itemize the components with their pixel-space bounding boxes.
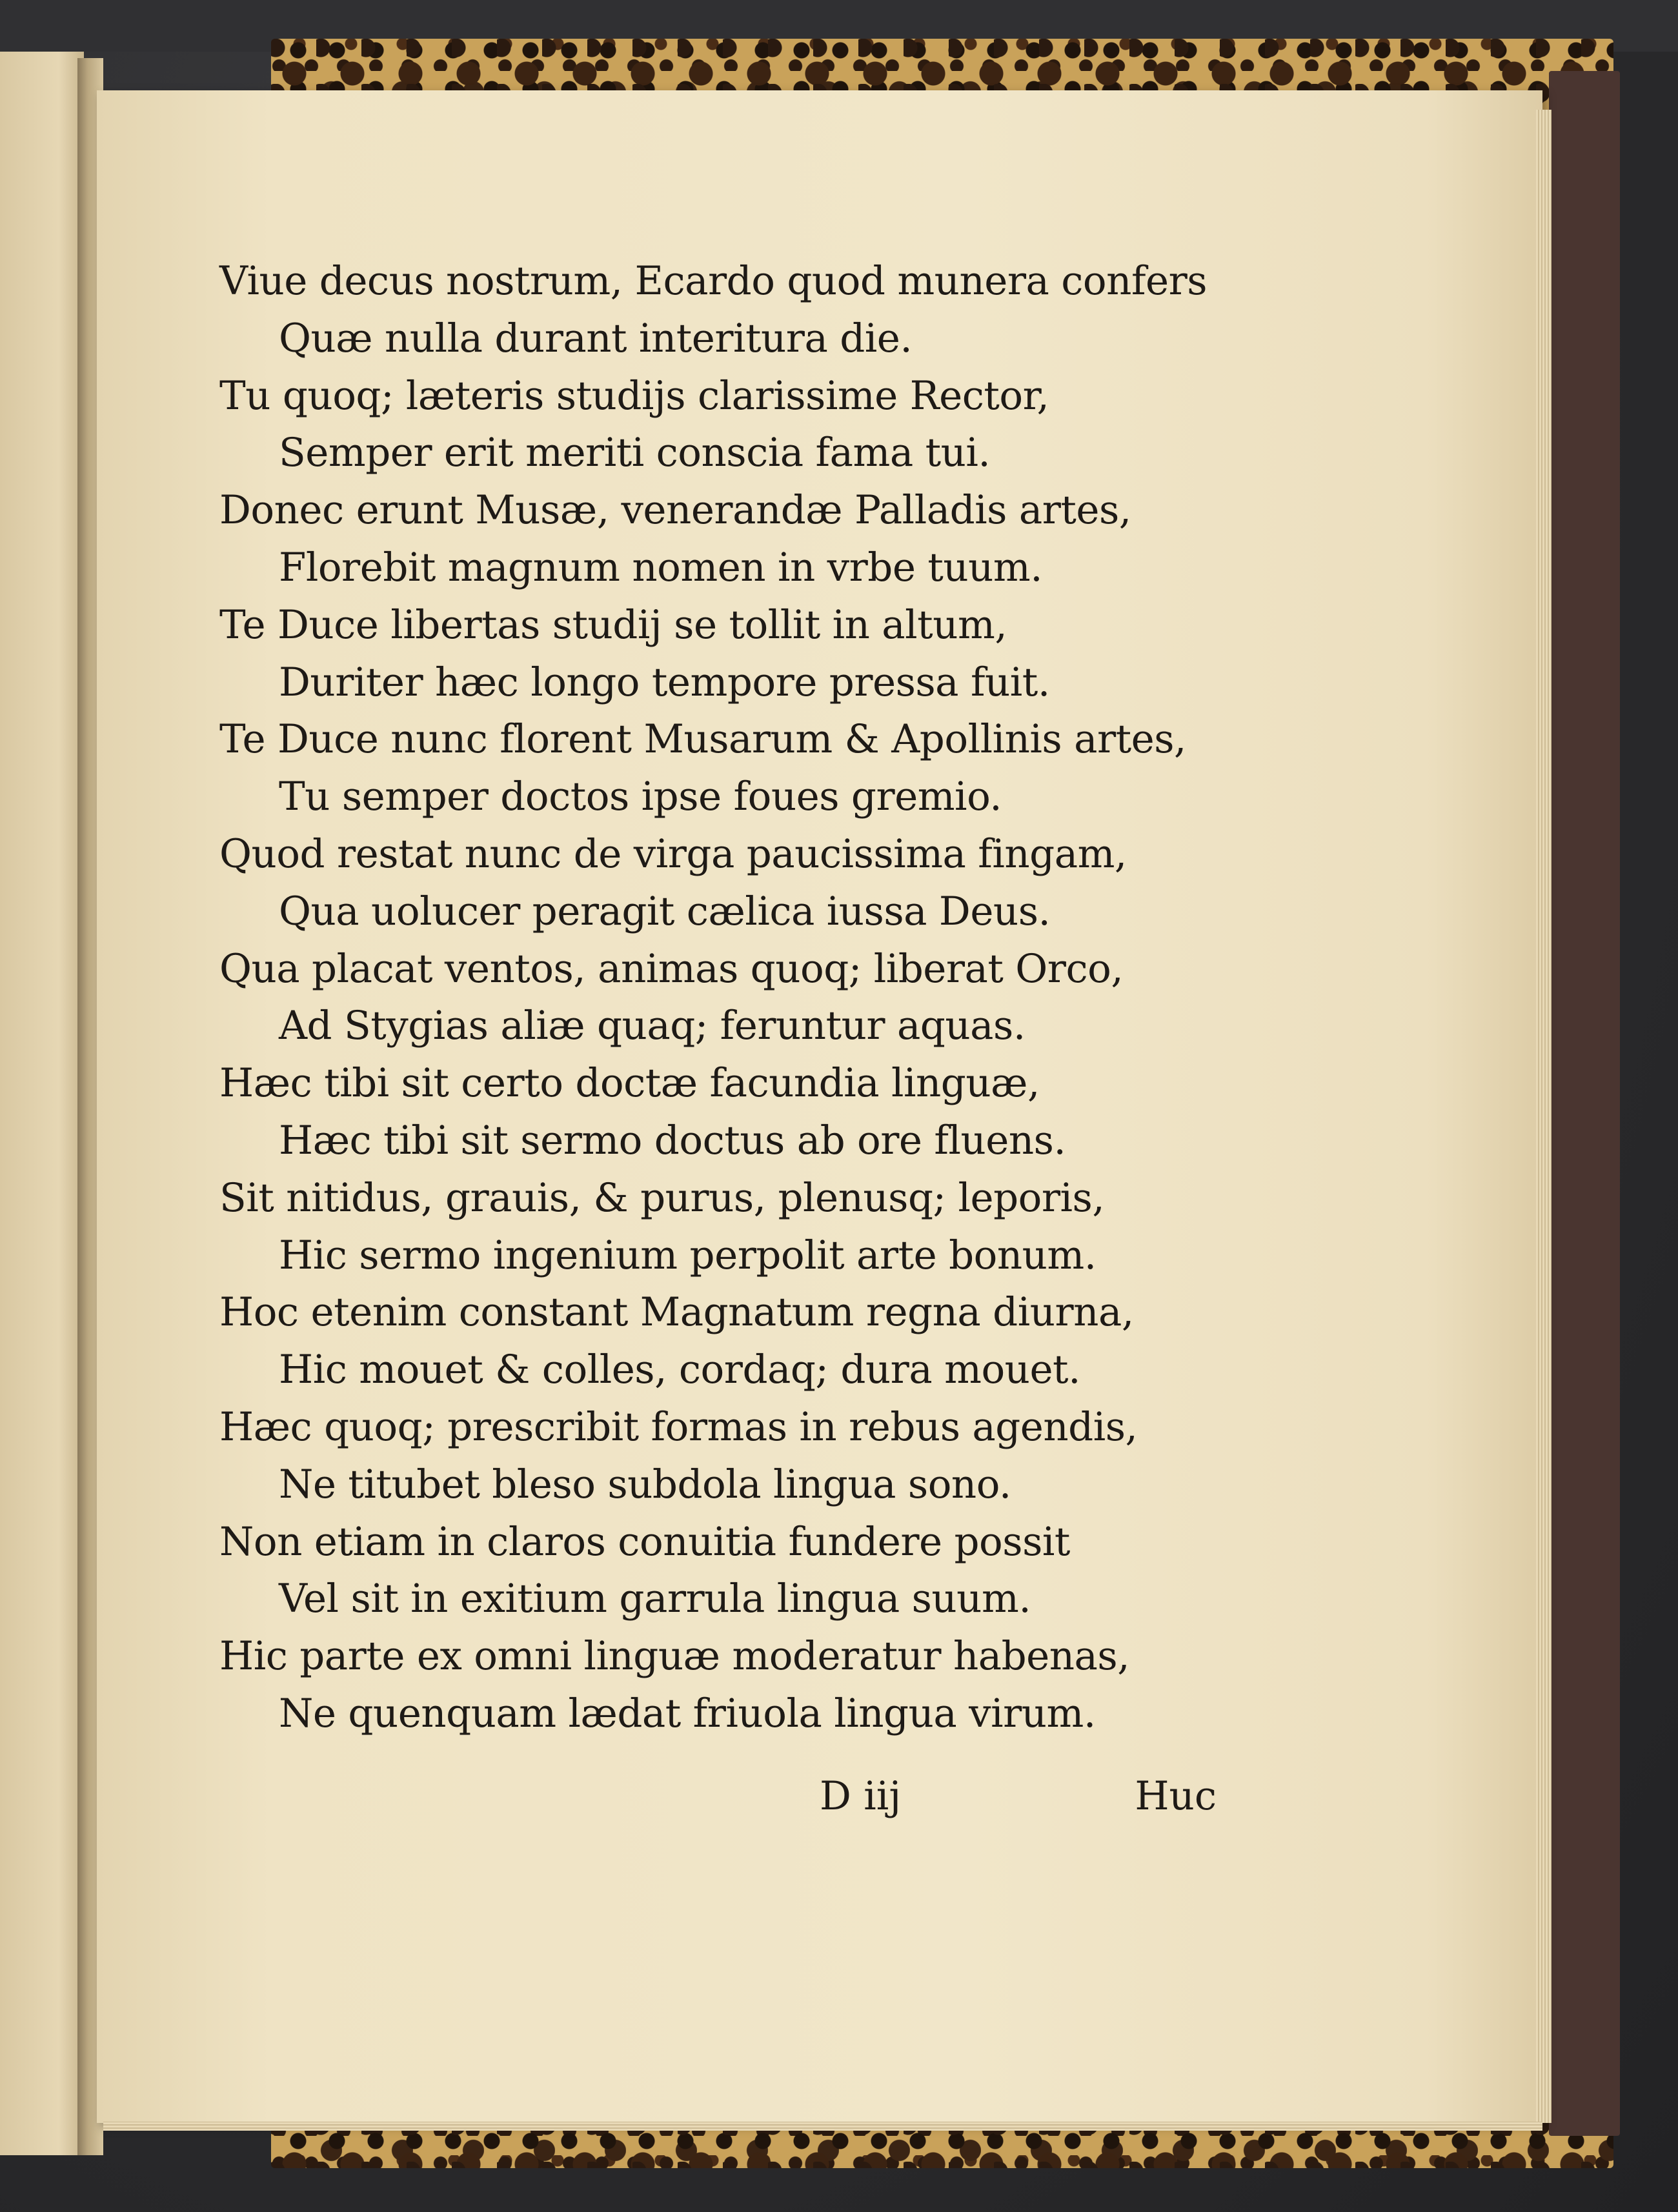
poem-line: Vel sit in exitium garrula lingua suum. [279, 1576, 1031, 1622]
poem-line: Hoc etenim constant Magnatum regna diurna, [219, 1289, 1134, 1336]
poem-line: Hic sermo ingenium perpolit arte bonum. [279, 1232, 1097, 1278]
poem-line: Hæc quoq; prescribit formas in rebus agendis, [219, 1403, 1138, 1450]
poem-line: Tu quoq; læteris studijs clarissime Rector, [219, 372, 1049, 419]
poem-line: Semper erit meriti conscia fama tui. [279, 430, 991, 476]
poem-line: Sit nitidus, grauis, & purus, plenusq; leporis, [219, 1174, 1105, 1221]
poem-line: Te Duce nunc florent Musarum & Apollinis artes, [219, 716, 1186, 763]
poem-line: Ad Stygias aliæ quaq; feruntur aquas. [279, 1003, 1026, 1049]
poem-text-block [219, 253, 1271, 1743]
poem-line: Non etiam in claros conuitia fundere possit [219, 1518, 1070, 1565]
poem-line: Ne quenquam lædat friuola lingua virum. [279, 1690, 1096, 1736]
signature-mark: D iij [820, 1773, 902, 1819]
cover-spine-edge [1549, 71, 1620, 2136]
page-edges-bottom [103, 2122, 1542, 2131]
left-facing-page [0, 52, 84, 2155]
poem-line: Hæc tibi sit sermo doctus ab ore fluens. [279, 1117, 1066, 1163]
poem-line: Donec erunt Musæ, venerandæ Palladis artes, [219, 487, 1131, 534]
page-edges-right [1536, 110, 1552, 2123]
poem-line: Florebit magnum nomen in vrbe tuum. [279, 544, 1043, 590]
poem-line: Quæ nulla durant interitura die. [279, 315, 913, 361]
poem-line: Hic mouet & colles, cordaq; dura mouet. [279, 1347, 1080, 1393]
page-footer-line [219, 1773, 1217, 1831]
poem-line: Viue decus nostrum, Ecardo quod munera confers [219, 258, 1208, 304]
poem-line: Hic parte ex omni linguæ moderatur habenas, [219, 1633, 1130, 1680]
poem-line: Tu semper doctos ipse foues gremio. [279, 774, 1002, 820]
poem-line: Qua uolucer peragit cælica iussa Deus. [279, 888, 1051, 934]
poem-line: Qua placat ventos, animas quoq; liberat Orco, [219, 945, 1124, 992]
poem-line: Ne titubet bleso subdola lingua sono. [279, 1461, 1011, 1507]
poem-line: Quod restat nunc de virga paucissima fingam, [219, 830, 1127, 877]
catchword: Huc [1135, 1773, 1217, 1819]
poem-line: Duriter hæc longo tempore pressa fuit. [279, 659, 1050, 705]
poem-line: Hæc tibi sit certo doctæ facundia linguæ, [219, 1060, 1040, 1107]
poem-line: Te Duce libertas studij se tollit in altum, [219, 601, 1007, 648]
